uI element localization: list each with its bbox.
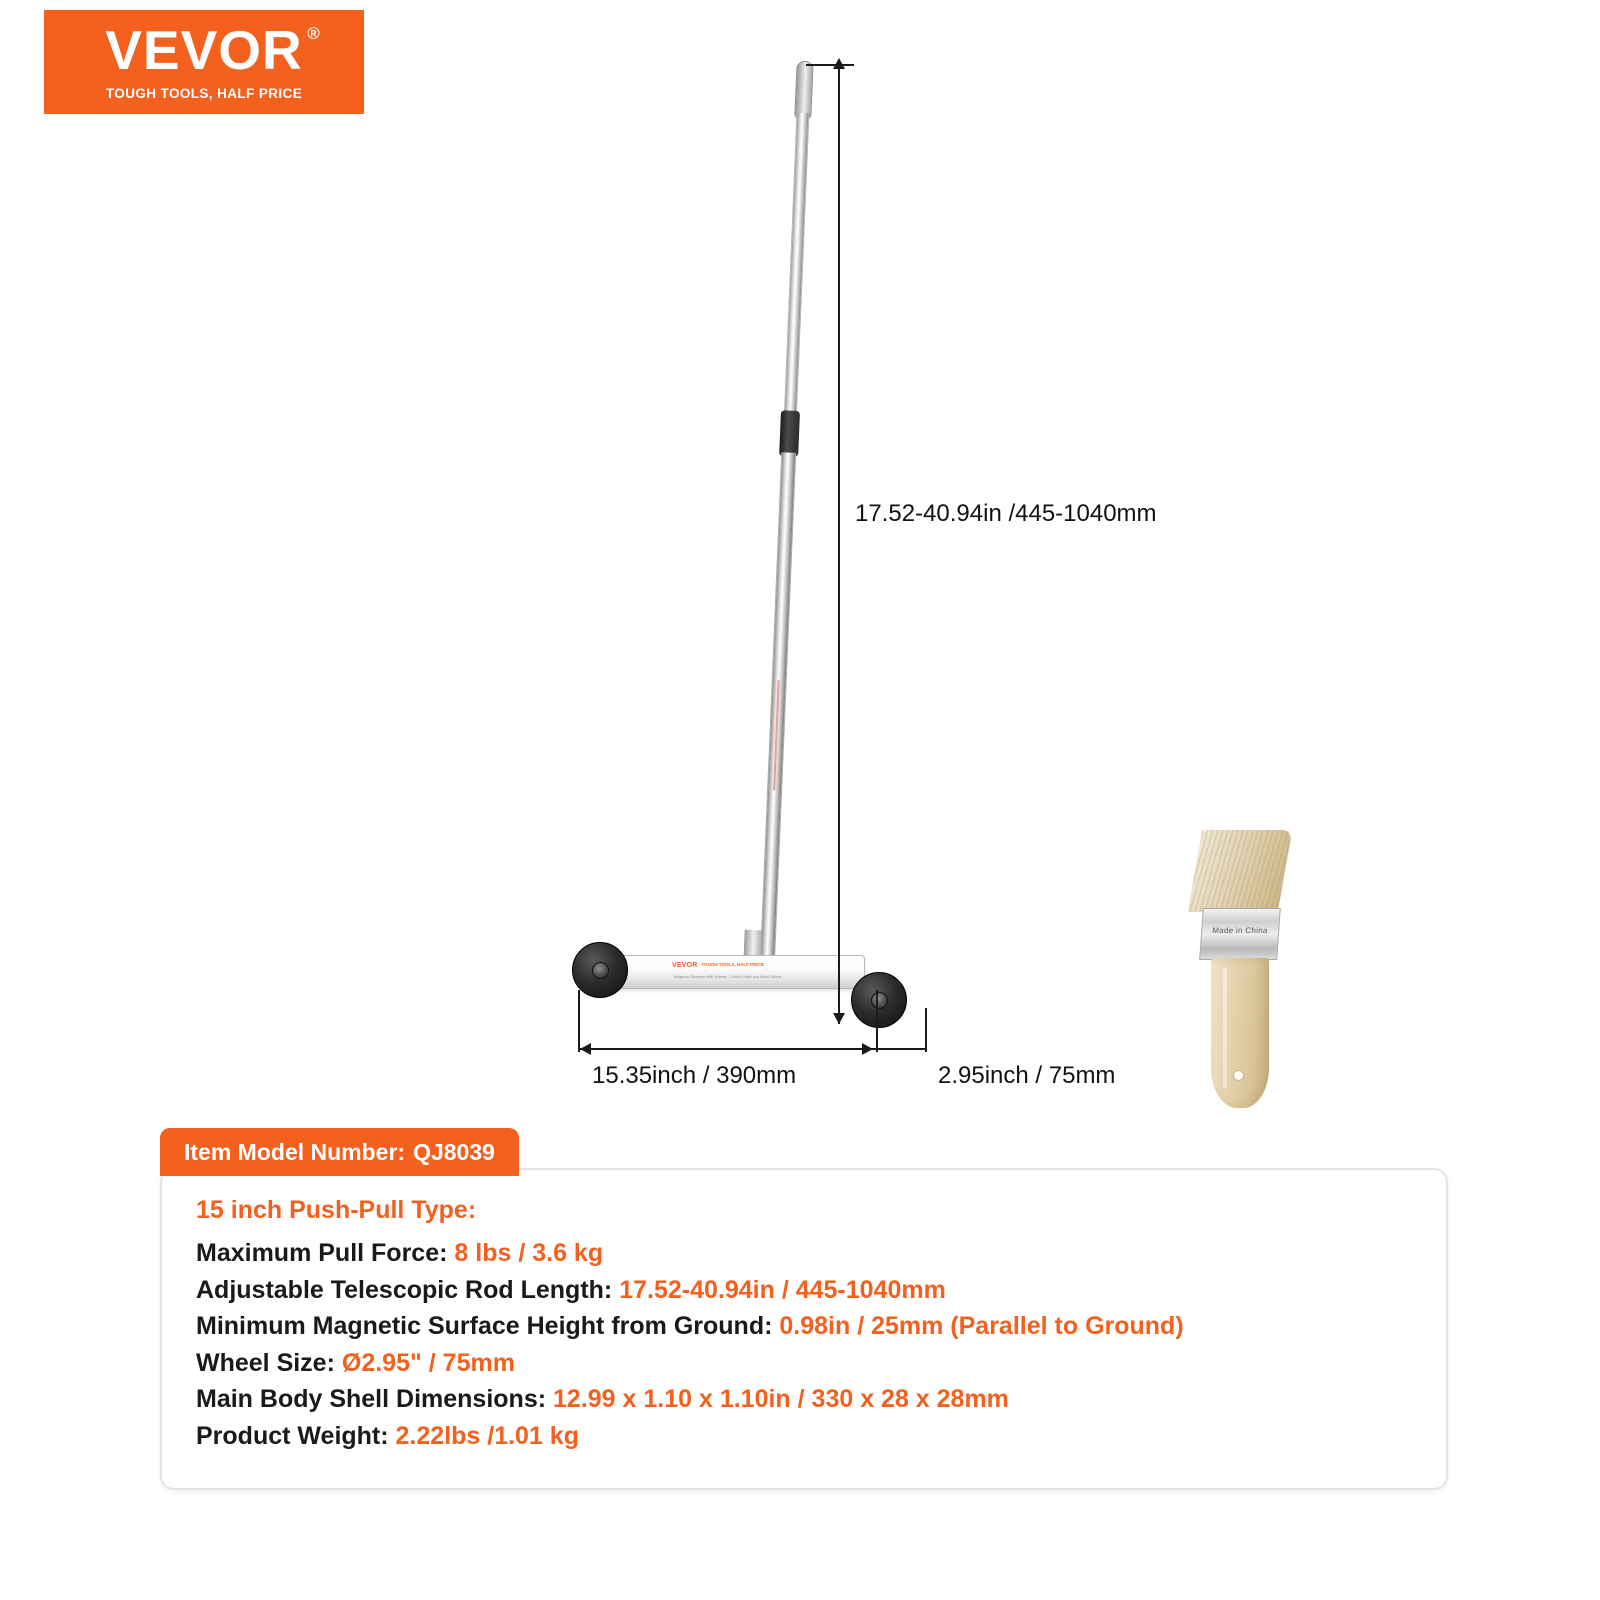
dimension-arrow-right-icon: [862, 1043, 873, 1055]
dimension-label-width: 15.35inch / 390mm: [592, 1062, 797, 1089]
dimension-extension-right: [925, 1008, 927, 1052]
spec-key: Main Body Shell Dimensions:: [196, 1385, 547, 1413]
spec-key: Adjustable Telescopic Rod Length:: [196, 1275, 613, 1304]
model-number-label: Item Model Number:: [184, 1138, 406, 1165]
registered-trademark-icon: ®: [307, 24, 321, 43]
dimension-label-rod-length: 17.52-40.94in /445-1040mm: [855, 500, 1157, 527]
magnetic-sweeper-body: [603, 955, 865, 989]
dimension-line-width: [578, 1048, 878, 1050]
spec-key: Minimum Magnetic Surface Height from Ground:: [196, 1312, 773, 1340]
body-brand-tagline: TOUGH TOOLS, HALF PRICE: [701, 962, 764, 967]
model-number-tab: [160, 1128, 519, 1176]
spec-value: 8 lbs / 3.6 kg: [454, 1239, 604, 1267]
spec-value: 2.22lbs /1.01 kg: [395, 1421, 579, 1450]
spec-row: [196, 1345, 1412, 1382]
dimension-label-wheel-size: 2.95inch / 75mm: [938, 1062, 1116, 1089]
spec-value: 0.98in / 25mm (Parallel to Ground): [779, 1312, 1184, 1340]
spec-key: Maximum Pull Force:: [196, 1239, 448, 1267]
body-description-text: Magnetic Sweeper with Wheels - Collect Nails and Metal Debris: [674, 975, 782, 979]
model-number-value: QJ8039: [413, 1138, 495, 1165]
brand-name-text: VEVOR: [105, 19, 303, 81]
dimension-arrow-up-icon: [833, 58, 845, 69]
body-brand-label: [672, 962, 764, 970]
brand-tagline: TOUGH TOOLS, HALF PRICE: [105, 86, 303, 101]
dimension-line-wheel: [876, 1048, 926, 1050]
spec-key: Wheel Size:: [196, 1348, 335, 1377]
spec-row: [196, 1418, 1412, 1455]
spec-value: Ø2.95" / 75mm: [341, 1348, 515, 1377]
wheel-left: [572, 942, 628, 998]
rod-upper-section: [784, 113, 810, 413]
dimension-tick-top: [806, 64, 854, 66]
wheel-right: [851, 972, 907, 1028]
dimension-line-vertical: [838, 64, 840, 1024]
rod-end-cap: [794, 61, 813, 120]
spec-row: [196, 1235, 1412, 1272]
brush-ferrule-text: Made in China: [1211, 926, 1269, 935]
wheel-hub: [871, 992, 888, 1009]
body-brand-name: VEVOR: [672, 962, 698, 969]
brush-hang-hole: [1233, 1070, 1244, 1081]
spec-row: [196, 1308, 1412, 1345]
spec-value: 17.52-40.94in / 445-1040mm: [619, 1275, 946, 1304]
wheel-hub: [592, 962, 609, 979]
dimension-arrow-down-icon: [833, 1013, 845, 1024]
spec-heading: 15 inch Push-Pull Type:: [196, 1196, 477, 1224]
spec-row: [196, 1381, 1412, 1418]
rod-locking-collar: [779, 410, 800, 457]
brush-bristles: [1188, 830, 1292, 912]
dimension-arrow-left-icon: [580, 1043, 591, 1055]
spec-key: Product Weight:: [196, 1421, 389, 1450]
specification-card: [160, 1168, 1448, 1490]
telescopic-rod: [745, 60, 823, 961]
brush-handle: [1211, 958, 1269, 1108]
dimension-extension-middle: [876, 990, 878, 1052]
spec-value: 12.99 x 1.10 x 1.10in / 330 x 28 x 28mm: [553, 1385, 1009, 1413]
spec-row: [196, 1272, 1412, 1309]
